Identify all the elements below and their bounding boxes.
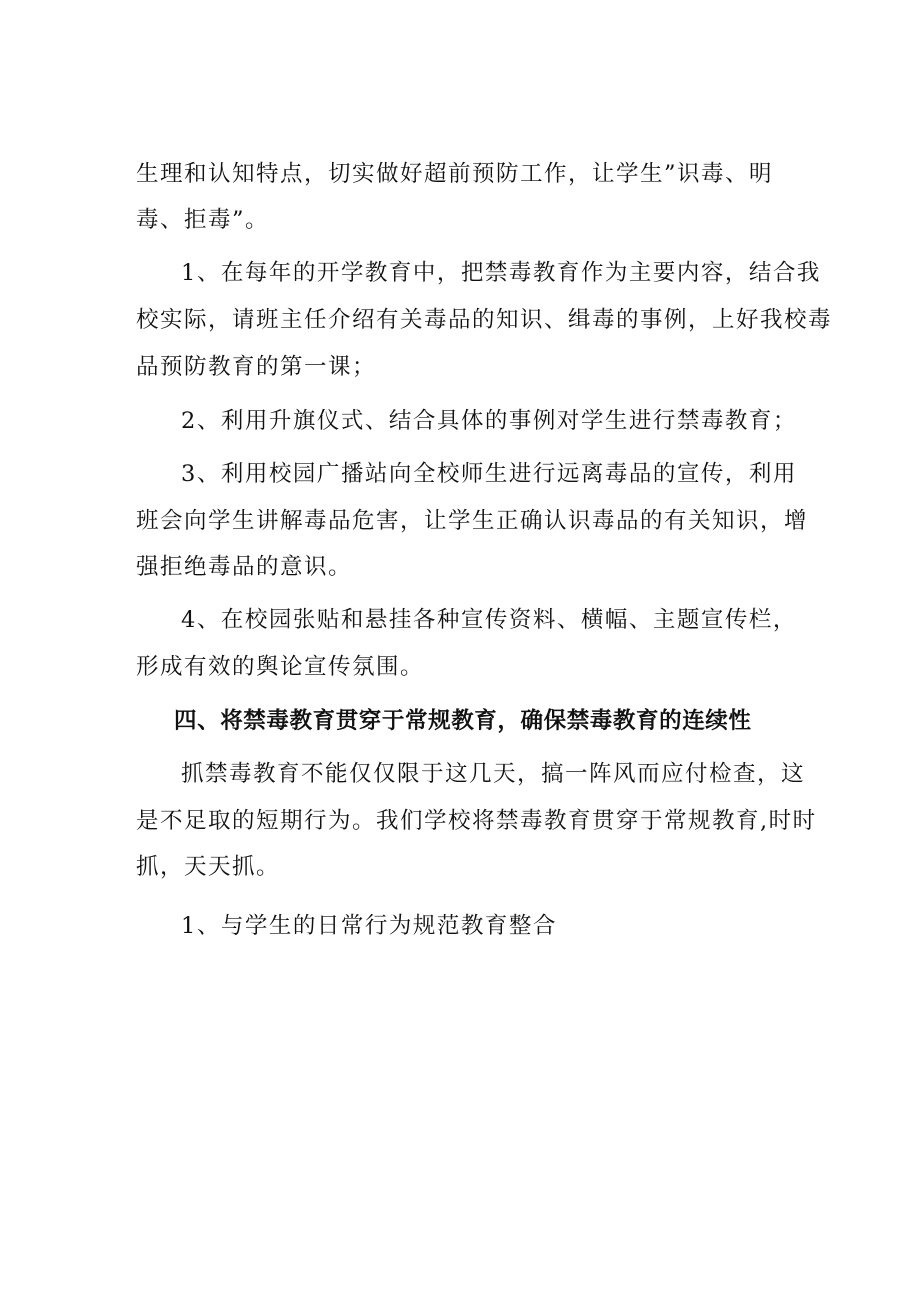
list-item-line: 1、与学生的日常行为规范教育整合 bbox=[181, 913, 557, 939]
list-item-1-line: 1、在每年的开学教育中，把禁毒教育作为主要内容，结合我 bbox=[181, 260, 821, 286]
list-item-3-line: 3、利用校园广播站向全校师生进行远离毒品的宣传，利用 bbox=[181, 461, 797, 487]
list-item-1-line: 品预防教育的第一课； bbox=[136, 354, 377, 380]
paragraph-line: 抓禁毒教育不能仅仅限于这几天，搞一阵风而应付检查，这 bbox=[181, 761, 806, 787]
list-item-4-line: 形成有效的舆论宣传氛围。 bbox=[136, 654, 425, 680]
list-item-3-line: 强拒绝毒品的意识。 bbox=[136, 554, 353, 580]
paragraph-line: 抓，天天抓。 bbox=[136, 854, 281, 880]
section-heading: 四、将禁毒教育贯穿于常规教育，确保禁毒教育的连续性 bbox=[174, 708, 752, 734]
text-line: 生理和认知特点，切实做好超前预防工作，让学生”识毒、明 bbox=[136, 161, 774, 187]
text-line: 毒、拒毒”。 bbox=[136, 207, 270, 233]
list-item-2-line: 2、利用升旗仪式、结合具体的事例对学生进行禁毒教育； bbox=[181, 408, 797, 434]
list-item-4-line: 4、在校园张贴和悬挂各种宣传资料、横幅、主题宣传栏， bbox=[181, 607, 797, 633]
list-item-3-line: 班会向学生讲解毒品危害，让学生正确认识毒品的有关知识，增 bbox=[136, 508, 809, 534]
list-item-1-line: 校实际，请班主任介绍有关毒品的知识、缉毒的事例，上好我校毒 bbox=[136, 307, 833, 333]
paragraph-line: 是不足取的短期行为。我们学校将禁毒教育贯穿于常规教育,时时 bbox=[136, 808, 817, 834]
